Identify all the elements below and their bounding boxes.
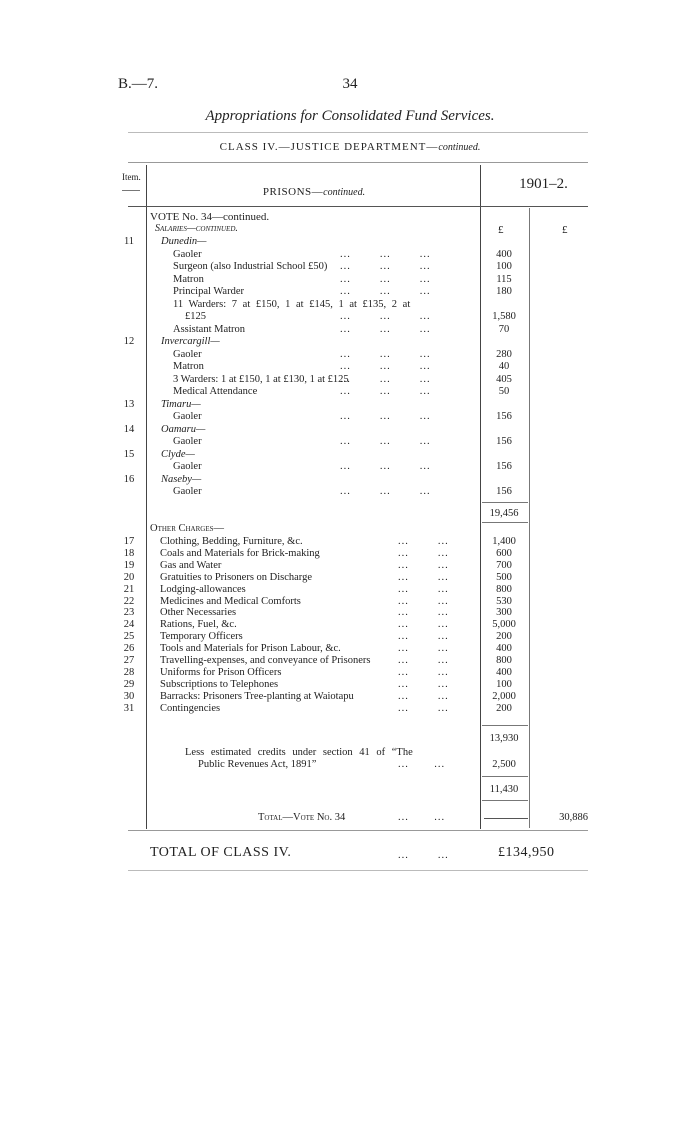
other-charge-label: Other Necessaries [160,607,237,619]
salary-amount: 40 [498,361,510,372]
leader-dots: ... ... ... [340,248,431,260]
salary-row [0,436,700,448]
leader-dots: ... ... [398,607,449,619]
salary-label: Gaoler [173,248,202,260]
salary-amount: 1,580 [492,311,516,322]
salary-label: Clyde— [161,448,195,460]
salary-label: Gaoler [173,461,202,472]
item-number: 27 [123,655,135,666]
class-subtitle-main: CLASS IV.—JUSTICE DEPARTMENT— [219,141,439,153]
salary-amount: 156 [496,461,512,472]
other-charge-amount: 300 [496,607,512,619]
leader-dots: ... ... ... [340,436,431,447]
salary-label: Matron [173,361,204,372]
item-number: 29 [123,678,135,690]
other-charge-amount: 1,400 [492,536,516,547]
leader-dots: ... ... ... [340,311,431,322]
salary-label: Oamaru— [161,423,206,435]
leader-dots: ... ... [398,655,449,666]
salary-label: Dunedin— [161,236,207,247]
item-number: 25 [123,631,135,643]
other-charge-amount: 500 [496,571,512,583]
salary-amount: 156 [496,486,512,497]
leader-dots: ... ... ... [340,373,431,385]
other-charge-label: Rations, Fuel, &c. [160,619,237,631]
net-total-rule-bottom [482,800,528,801]
salaries-subtotal-rule-bottom [482,522,528,523]
vote-line: VOTE No. 34—continued. [150,211,270,223]
salary-row [0,424,700,436]
page-ref: B.—7. [118,76,159,92]
total-class-dots: ... ... [398,850,449,861]
section-heading [150,186,478,198]
other-charge-label: Subscriptions to Telephones [160,678,279,690]
salary-amount: 115 [496,273,512,285]
salary-label: Medical Attendance [173,386,258,397]
other-charge-amount: 400 [496,643,512,655]
salary-row [0,374,700,386]
leader-dots: ... ... [398,571,449,583]
page-bottom-rule [128,870,588,871]
salary-row [0,336,700,348]
item-number: 30 [123,690,135,702]
salary-row [0,399,700,411]
salary-label: Naseby— [161,473,202,485]
leader-dots: ... ... ... [340,411,431,422]
leader-dots: ... ... [398,619,449,631]
other-charge-row [0,655,700,667]
salary-amount: 400 [496,248,512,260]
net-total: 11,430 [489,784,519,795]
other-charge-row [0,548,700,560]
other-subtotal: 13,930 [489,733,519,744]
salary-row [0,449,700,461]
other-subtotal-rule [482,725,528,726]
leader-dots: ... ... ... [340,286,431,297]
item-number: 24 [123,619,135,631]
salary-label: Invercargill— [161,336,220,347]
leader-dots: ... ... ... [340,361,431,372]
leader-dots: ... ... [398,595,449,607]
leader-dots: ... ... ... [340,386,431,397]
other-charge-amount: 800 [496,655,512,666]
item-number: 16 [123,473,135,485]
salary-row [0,474,700,486]
leader-dots: ... ... ... [340,261,431,272]
salary-label: Surgeon (also Industrial School £50) [173,261,328,272]
table-top-rule [128,162,588,163]
header-bottom-rule [128,206,588,207]
salary-row [0,236,700,248]
salary-row [0,311,700,323]
other-charge-amount: 400 [496,666,512,678]
total-vote-amount: 30,886 [559,812,588,823]
currency-symbol-1: £ [498,224,504,236]
other-charge-amount: 530 [496,595,512,607]
other-charge-row [0,572,700,584]
salary-label: £125 [185,311,206,322]
other-charge-amount: 2,000 [492,690,516,702]
item-number: 12 [123,336,135,347]
salary-amount: 180 [496,286,512,297]
currency-symbol-2: £ [562,224,568,236]
item-number: 21 [123,583,135,595]
salary-label: Principal Warder [173,286,244,297]
other-charge-label: Travelling-expenses, and conveyance of Prisoners [160,655,371,666]
salary-row [0,486,700,498]
other-charge-row [0,667,700,679]
other-charge-label: Gas and Water [160,559,222,571]
salary-label: 11 Warders: 7 at £150, 1 at £145, 1 at £135, 2 at [173,298,411,310]
leader-dots: ... ... [398,583,449,595]
salary-row [0,386,700,398]
leader-dots: ... ... [398,547,449,559]
leader-dots: ... ... [398,702,449,714]
other-charge-label: Coals and Materials for Brick-making [160,547,320,559]
item-number: 14 [123,423,135,435]
salary-row [0,249,700,261]
salaries-line: Salaries—continued. [155,223,238,234]
other-charge-label: Medicines and Medical Comforts [160,595,301,607]
item-number: 18 [123,547,135,559]
salary-amount: 280 [496,348,512,360]
other-charge-amount: 100 [496,678,512,690]
other-charge-label: Tools and Materials for Prison Labour, &c. [160,643,341,655]
other-charge-label: Gratuities to Prisoners on Discharge [160,571,313,583]
leader-dots: ... ... [398,690,449,702]
salary-row [0,324,700,336]
other-charge-amount: 600 [496,547,512,559]
other-charge-row [0,584,700,596]
salary-label: Gaoler [173,411,202,422]
salary-label: Gaoler [173,436,202,447]
other-charge-row [0,703,700,715]
class-subtitle-cont: continued. [438,142,481,153]
section-heading-cont: continued. [323,187,366,198]
salary-row [0,299,700,311]
salary-amount: 156 [496,436,512,447]
item-number: 19 [123,559,135,571]
year-header: 1901–2. [519,176,568,192]
other-charge-row [0,536,700,548]
item-number: 23 [123,607,135,619]
other-charge-label: Contingencies [160,702,221,714]
salary-row [0,286,700,298]
other-charge-amount: 200 [496,702,512,714]
leader-dots: ... ... ... [340,323,431,335]
class-subtitle [0,141,700,153]
item-number: 26 [123,643,135,655]
salary-amount: 405 [496,373,512,385]
item-header: Item. [122,172,141,182]
less-credits-line-2: Public Revenues Act, 1891” [198,759,317,770]
leader-dots: ... ... ... [340,273,431,285]
salary-label: 3 Warders: 1 at £150, 1 at £130, 1 at £125 [173,373,349,385]
other-charge-row [0,596,700,608]
other-charge-amount: 200 [496,631,512,643]
section-heading-main: PRISONS— [262,186,324,198]
less-credits-amount: 2,500 [492,759,516,770]
other-charge-label: Clothing, Bedding, Furniture, &c. [160,536,303,547]
other-charges-heading: Other Charges— [150,523,224,534]
other-charge-amount: 800 [496,583,512,595]
other-charge-label: Temporary Officers [160,631,243,643]
leader-dots: ... ... [398,678,449,690]
total-class-amount: £134,950 [498,845,555,860]
less-credits-dots: ... ... [398,759,446,770]
salary-row [0,349,700,361]
other-charge-row [0,560,700,572]
salary-label: Timaru— [161,398,201,410]
item-number: 22 [123,595,135,607]
salaries-subtotal-rule [482,502,528,503]
item-number: 11 [123,236,135,247]
salary-row [0,261,700,273]
item-number: 20 [123,571,135,583]
item-number: 13 [123,398,135,410]
salary-row [0,274,700,286]
salaries-subtotal: 19,456 [489,508,519,519]
table-bottom-rule [128,830,588,831]
salary-label: Assistant Matron [173,323,246,335]
total-class-label: TOTAL OF CLASS IV. [150,845,292,860]
salary-row [0,461,700,473]
page-number: 34 [342,76,358,92]
leader-dots: ... ... [398,643,449,655]
net-total-rule [482,776,528,777]
other-charge-row [0,691,700,703]
leader-dots: ... ... ... [340,348,431,360]
leader-dots: ... ... [398,631,449,643]
total-vote-label: Total—Vote No. 34 [258,812,346,823]
leader-dots: ... ... [398,559,449,571]
leader-dots: ... ... ... [340,486,431,497]
leader-dots: ... ... [398,536,449,547]
leader-dots: ... ... [398,666,449,678]
salary-row [0,361,700,373]
item-number: 17 [123,536,135,547]
item-number: 31 [123,702,135,714]
leader-dots: ... ... ... [340,461,431,472]
other-charge-row [0,643,700,655]
total-vote-dash [484,818,528,819]
salary-label: Gaoler [173,348,202,360]
salary-label: Matron [173,273,204,285]
other-charge-row [0,631,700,643]
other-charge-row [0,679,700,691]
other-charge-label: Lodging-allowances [160,583,246,595]
page-title: Appropriations for Consolidated Fund Services. [205,108,495,124]
total-vote-dots: ... ... [398,812,446,823]
other-charge-label: Uniforms for Prison Officers [160,666,282,678]
other-charge-amount: 700 [496,559,512,571]
item-number: 15 [123,448,135,460]
other-charge-label: Barracks: Prisoners Tree-planting at Waiotapu [160,690,354,702]
item-number: 28 [123,666,135,678]
other-charge-amount: 5,000 [492,619,516,631]
other-charge-row [0,619,700,631]
salary-row [0,411,700,423]
less-credits-line-1: Less estimated credits under section 41 of “The [185,747,413,758]
salary-amount: 100 [496,261,512,272]
title-rule [128,132,588,133]
salary-label: Gaoler [173,486,202,497]
salary-amount: 156 [496,411,512,422]
salary-amount: 70 [498,323,510,335]
item-header-underline [122,190,140,191]
other-charge-row [0,607,700,619]
salary-amount: 50 [498,386,510,397]
